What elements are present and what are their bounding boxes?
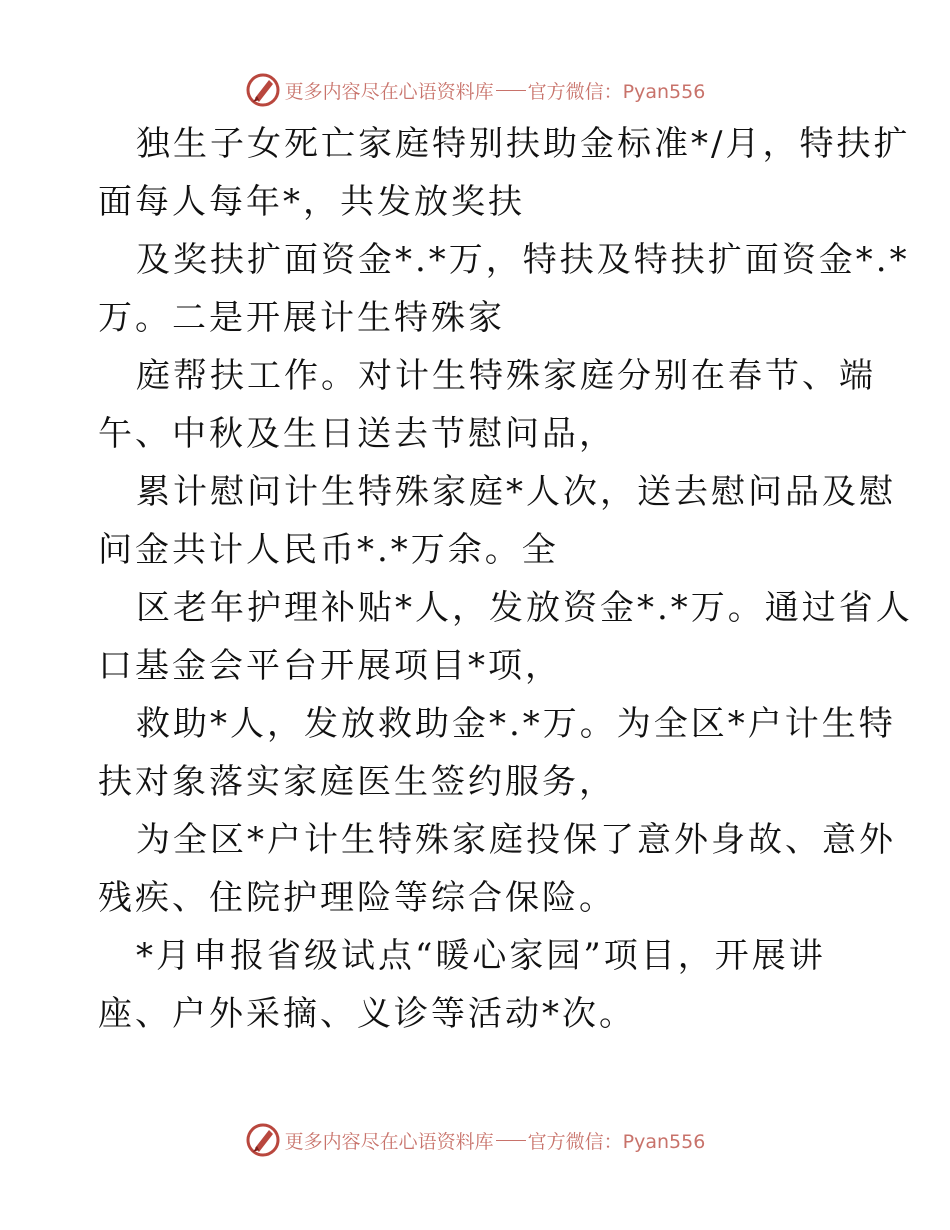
text-line: 午、中秋及生日送去节慰问品， xyxy=(98,414,616,454)
banner-sub-text: 官方微信：Pyan556 xyxy=(527,1130,706,1153)
text-line: 累计慰问计生特殊家庭*人次，送去慰问品及慰 xyxy=(136,472,896,512)
pen-logo-icon xyxy=(245,72,281,108)
header-watermark xyxy=(0,70,950,110)
text-line: 问金共计人民币*.*万余。全 xyxy=(98,530,559,570)
text-line: 扶对象落实家庭医生签约服务， xyxy=(98,762,616,802)
text-line: 残疾、住院护理险等综合保险。 xyxy=(98,878,616,918)
banner-dash xyxy=(496,90,526,91)
banner-main-text: 更多内容尽在心语资料库 xyxy=(284,1130,494,1153)
document-body xyxy=(98,115,913,1043)
text-line: 座、户外采摘、义诊等活动*次。 xyxy=(98,994,636,1034)
banner-sub-text: 官方微信：Pyan556 xyxy=(527,80,706,103)
banner-dash xyxy=(496,1140,526,1141)
text-line: 救助*人，发放救助金*.*万。为全区*户计生特 xyxy=(136,704,896,744)
text-line: 及奖扶扩面资金*.*万，特扶及特扶扩面资金*.* xyxy=(136,240,910,280)
text-line: 区老年护理补贴*人，发放资金*.*万。通过省人 xyxy=(136,588,913,628)
footer-watermark xyxy=(0,1120,950,1160)
banner-main-text: 更多内容尽在心语资料库 xyxy=(284,80,494,103)
text-line: 口基金会平台开展项目*项， xyxy=(98,646,562,686)
text-line: 独生子女死亡家庭特别扶助金标准*/月，特扶扩 xyxy=(136,124,911,164)
text-line: 庭帮扶工作。对计生特殊家庭分别在春节、端 xyxy=(136,356,876,396)
text-line: *月申报省级试点“暖心家园”项目，开展讲 xyxy=(136,936,826,976)
text-line: 面每人每年*，共发放奖扶 xyxy=(98,182,525,222)
text-line: 万。二是开展计生特殊家 xyxy=(98,298,505,338)
text-line: 为全区*户计生特殊家庭投保了意外身故、意外 xyxy=(136,820,896,860)
pen-logo-icon xyxy=(245,1122,281,1158)
